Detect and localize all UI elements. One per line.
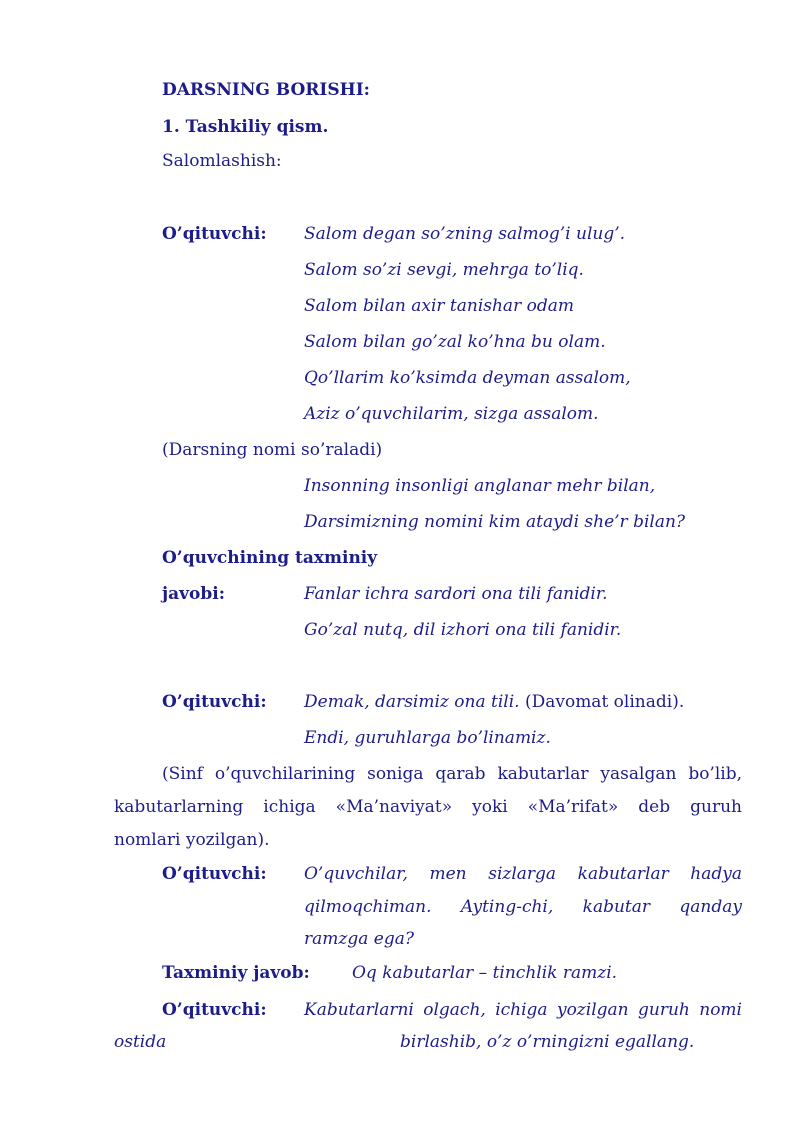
teacher-label: O’qituvchi: <box>162 864 267 884</box>
teacher-instruction-line: birlashib, o’z o’rningizni egallang. <box>400 1032 695 1052</box>
teacher-remark-italic: Demak, darsimiz ona tili. <box>304 692 520 712</box>
poem-line: Salom bilan go’zal ko’hna bu olam. <box>304 332 606 352</box>
question-line: Insonning insonligi anglanar mehr bilan, <box>304 476 656 496</box>
answer-line: Fanlar ichra sardori ona tili fanidir. <box>304 584 608 604</box>
paragraph-line: nomlari yozilgan). <box>114 830 270 850</box>
question-line: Darsimizning nomini kim ataydi she’r bilan? <box>304 512 686 532</box>
teacher-remark-note: (Davomat olinadi). <box>524 692 685 712</box>
student-answer-label: O’quvchining taxminiy <box>162 548 378 568</box>
paragraph-line: (Sinf o’quvchilarining soniga qarab kabutarlar yasalgan bo’lib, <box>162 764 742 784</box>
teacher-label: O’qituvchi: <box>162 224 267 244</box>
teacher-speech-line: O’quvchilar, men sizlarga kabutarlar hadya <box>304 864 742 884</box>
teacher-label: O’qituvchi: <box>162 1000 267 1020</box>
guess-answer: Oq kabutarlar – tinchlik ramzi. <box>352 963 618 983</box>
lesson-heading: DARSNING BORISHI: <box>162 80 370 100</box>
teacher-label: O’qituvchi: <box>162 692 267 712</box>
section-title: 1. Tashkiliy qism. <box>162 117 329 137</box>
teacher-remark-line: Endi, guruhlarga bo’linamiz. <box>304 728 551 748</box>
teacher-instruction-line: ostida <box>114 1032 167 1052</box>
answer-line: Go’zal nutq, dil izhori ona tili fanidir. <box>304 620 622 640</box>
paragraph-line: kabutarlarning ichiga «Ma’naviyat» yoki «Ma’rifat» deb guruh <box>114 797 742 817</box>
guess-label: Taxminiy javob: <box>162 963 310 983</box>
poem-line: Aziz o’quvchilarim, sizga assalom. <box>304 404 599 424</box>
teacher-speech-line: qilmoqchiman. Ayting-chi, kabutar qanday <box>304 897 742 917</box>
poem-line: Salom degan so’zning salmog’i ulug’. <box>304 224 626 244</box>
poem-line: Salom so’zi sevgi, mehrga to’liq. <box>304 260 584 280</box>
teacher-instruction-line: Kabutarlarni olgach, ichiga yozilgan guruh nomi <box>304 1000 742 1020</box>
stage-note: (Darsning nomi so’raladi) <box>162 440 383 460</box>
greeting-label: Salomlashish: <box>162 151 282 171</box>
teacher-remark <box>304 691 684 713</box>
student-answer-label: javobi: <box>162 584 226 604</box>
teacher-speech-line: ramzga ega? <box>304 929 414 949</box>
poem-line: Salom bilan axir tanishar odam <box>304 296 574 316</box>
poem-line: Qo’llarim ko’ksimda deyman assalom, <box>304 368 631 388</box>
